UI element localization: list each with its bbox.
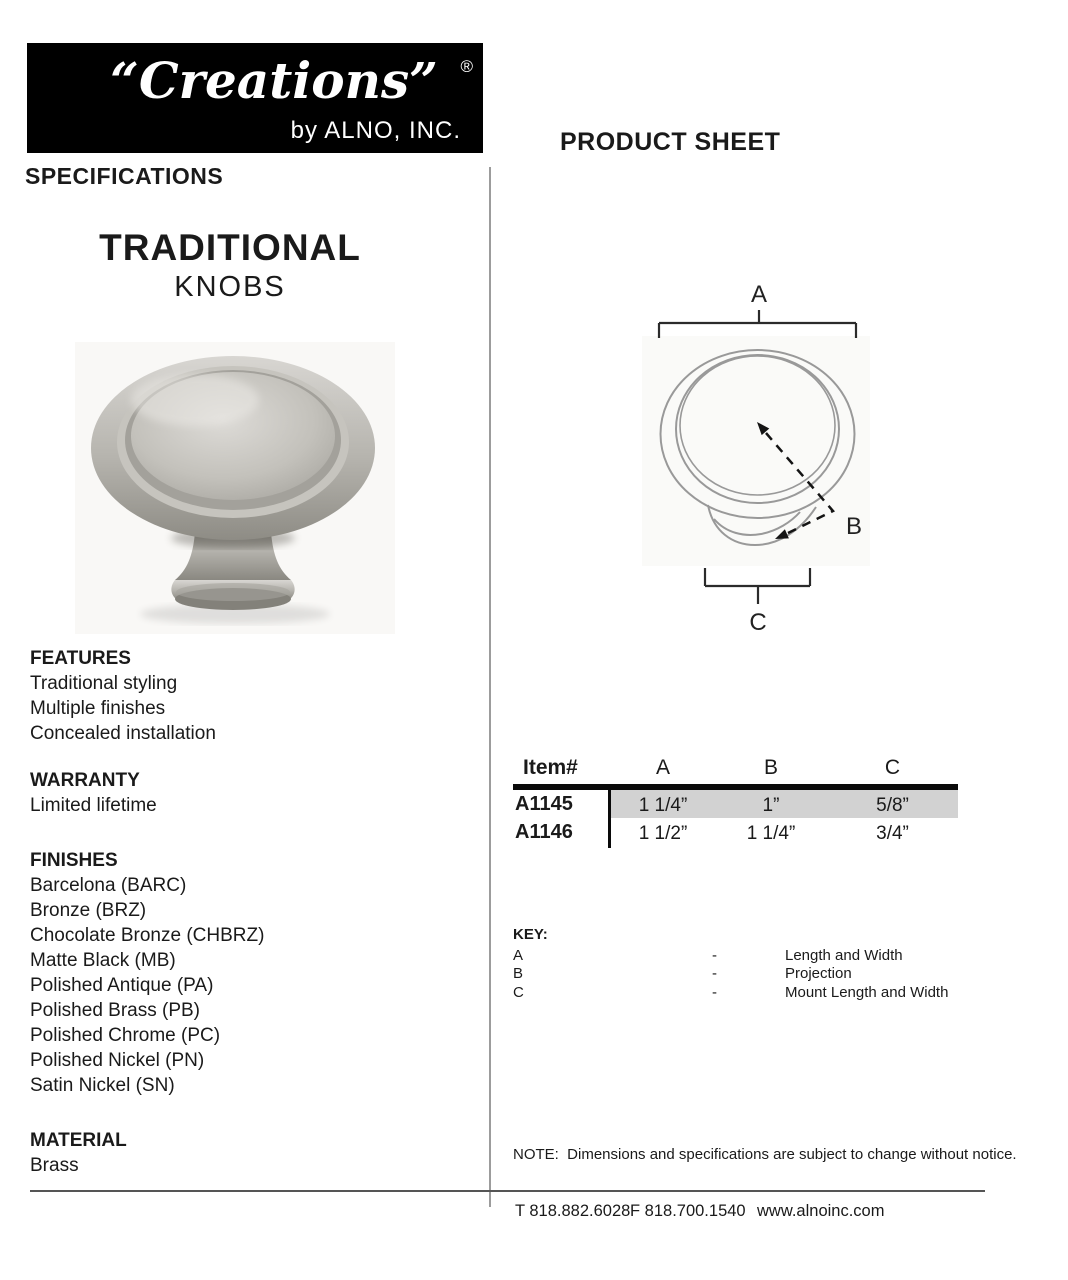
key-description: Mount Length and Width (785, 983, 949, 1001)
creations-logo (27, 43, 483, 153)
finish-item: Polished Antique (PA) (30, 975, 214, 996)
registered-trademark-icon: ® (460, 57, 473, 76)
knob-highlight (131, 374, 259, 426)
key-letter: C (513, 983, 524, 1001)
column-divider (489, 167, 491, 1207)
key-section (513, 926, 948, 1002)
specifications-heading: SPECIFICATIONS (25, 163, 224, 189)
key-dash: - (712, 965, 717, 982)
footer-website: www.alnoinc.com (757, 1202, 885, 1220)
dimension-c-bracket (705, 568, 810, 604)
table-cell-c: 5/8” (876, 795, 909, 816)
finish-item: Polished Nickel (PN) (30, 1050, 205, 1071)
knob-photo (75, 342, 395, 634)
footer-fax: F 818.700.1540 (630, 1202, 746, 1220)
finish-item: Chocolate Bronze (CHBRZ) (30, 925, 265, 946)
footer-rule (30, 1190, 985, 1192)
col-header-b: B (763, 756, 778, 779)
col-header-c: C (884, 756, 901, 779)
product-subtitle: KNOBS (174, 271, 286, 303)
feature-item: Multiple finishes (30, 698, 166, 719)
dimension-a-bracket (659, 310, 856, 338)
key-row (513, 965, 948, 984)
logo-brand-text (89, 51, 459, 110)
features-heading: FEATURES (30, 648, 131, 669)
finish-item: Matte Black (MB) (30, 950, 176, 971)
warranty-heading: WARRANTY (30, 770, 140, 791)
product-sheet-heading: PRODUCT SHEET (560, 128, 781, 156)
material-section (30, 1128, 460, 1178)
finishes-section (30, 848, 460, 1098)
key-dash: - (712, 946, 717, 964)
finishes-heading: FINISHES (30, 850, 118, 871)
dimension-a-label: A (750, 281, 768, 308)
spec-table (505, 752, 965, 857)
material-heading: MATERIAL (30, 1130, 127, 1151)
col-header-a: A (655, 756, 670, 779)
warranty-item: Limited lifetime (30, 795, 157, 816)
key-letter: B (513, 965, 524, 982)
dimension-c-label: C (749, 609, 767, 636)
key-dash: - (712, 983, 717, 1001)
table-cell-a: 1 1/2” (638, 823, 688, 844)
key-letter: A (513, 946, 524, 964)
footer-phone: T 818.882.6028 (515, 1202, 631, 1220)
finish-item: Bronze (BRZ) (30, 900, 147, 921)
disclaimer-note: NOTE: Dimensions and specifications are subject to change without notice. (513, 1146, 1017, 1163)
features-section (30, 646, 460, 746)
table-row-item-number: A1146 (515, 821, 573, 843)
table-cell-c: 3/4” (876, 823, 909, 844)
table-cell-b: 1” (762, 795, 780, 816)
key-heading: KEY: (513, 926, 548, 943)
product-title: TRADITIONAL (99, 227, 361, 268)
feature-item: Traditional styling (30, 673, 178, 694)
dimension-b-label: B (846, 513, 863, 540)
col-header-item: Item# (523, 756, 578, 779)
key-description: Length and Width (785, 946, 903, 964)
finish-item: Polished Brass (PB) (30, 1000, 201, 1021)
key-description: Projection (785, 965, 852, 982)
dimension-diagram (630, 268, 890, 638)
finish-item: Satin Nickel (SN) (30, 1075, 175, 1096)
product-title-block (25, 226, 435, 304)
feature-item: Concealed installation (30, 723, 216, 744)
knob-base-ring (176, 583, 290, 601)
finish-item: Barcelona (BARC) (30, 875, 187, 896)
warranty-section (30, 768, 460, 818)
key-row (513, 984, 948, 1003)
logo-byline: by ALNO, INC. (290, 117, 461, 144)
logo-brand-script: “Creations” (110, 51, 438, 110)
table-row-item-number: A1145 (515, 793, 573, 815)
table-cell-b: 1 1/4” (746, 823, 796, 844)
table-cell-a: 1 1/4” (638, 795, 688, 816)
finish-item: Polished Chrome (PC) (30, 1025, 221, 1046)
key-row (513, 947, 948, 966)
material-item: Brass (30, 1155, 79, 1176)
